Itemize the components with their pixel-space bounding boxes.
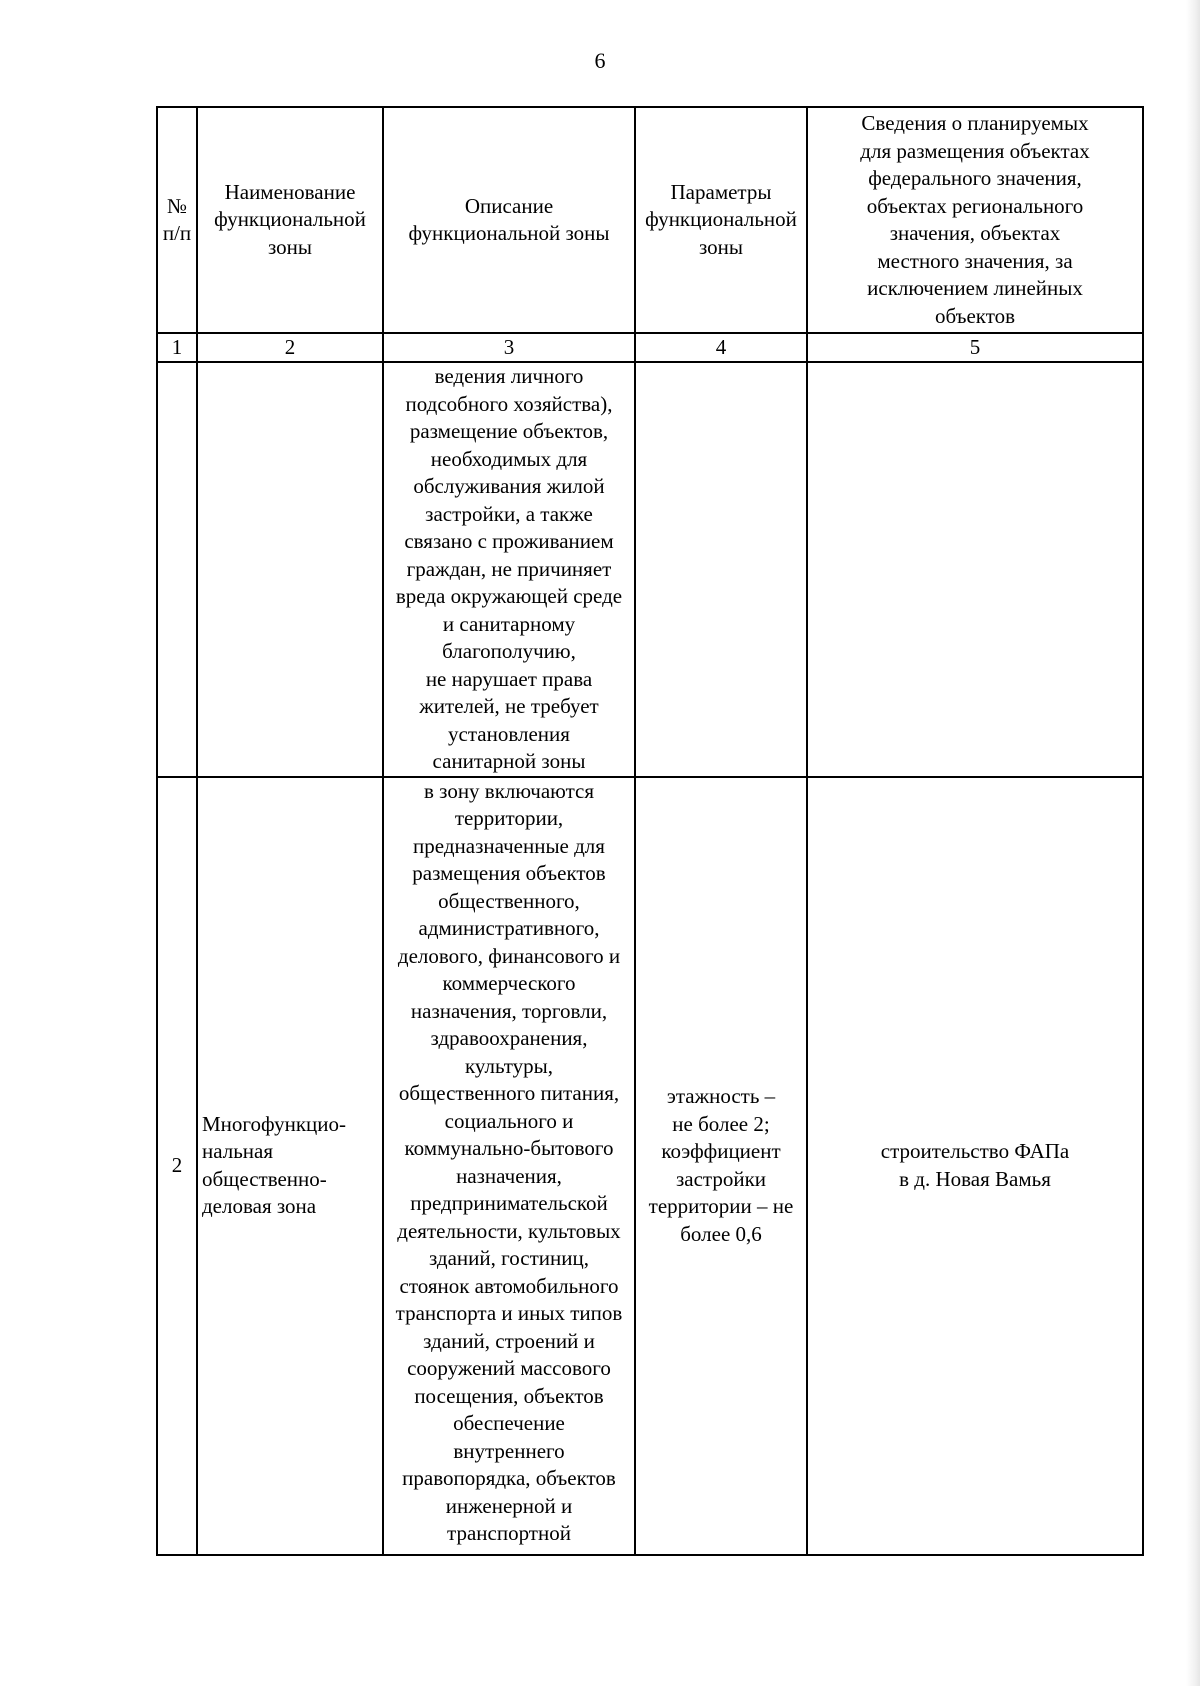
zone-description-cell [383, 777, 635, 1555]
text-line: Параметры [670, 179, 772, 204]
header-number [157, 107, 197, 333]
text-line: деловая зона [202, 1194, 317, 1218]
text-line: п/п [162, 221, 192, 245]
text-line: размещение объектов, [409, 419, 609, 443]
table-row-continuation [157, 362, 1143, 777]
text-line: функциональной [214, 207, 366, 232]
text-line: транспорта и иных типов [395, 1301, 623, 1325]
column-number: 1 [157, 333, 197, 362]
text-line: назначения, [456, 1163, 562, 1188]
text-line: правопорядка, объектов [402, 1466, 616, 1490]
text-line: № [166, 193, 188, 218]
text-line: застройки [675, 1166, 767, 1191]
text-line: жителей, не требует [419, 694, 599, 718]
column-number: 3 [383, 333, 635, 362]
text-line: строительство ФАПа [880, 1139, 1070, 1163]
text-line: подсобного хозяйства), [405, 391, 613, 416]
text-line: назначения, торговли, [410, 998, 608, 1023]
text-line: объектов [934, 303, 1016, 328]
header-zone-parameters [635, 107, 807, 333]
planned-objects-cell [807, 777, 1143, 1555]
text-line: Наименование [224, 179, 356, 204]
text-line: сооружений массового [407, 1356, 611, 1380]
planned-objects-cell [807, 362, 1143, 777]
text-line: обслуживания жилой [413, 474, 605, 498]
text-line: коммерческого [442, 971, 576, 995]
text-line: объектах регионального [866, 193, 1084, 218]
text-line: и санитарному [442, 611, 576, 636]
text-line: зоны [267, 234, 313, 259]
text-line: в зону включаются [423, 778, 595, 803]
text-line: этажность – [666, 1084, 776, 1108]
text-line: Сведения о планируемых [861, 111, 1089, 135]
text-line: зданий, гостиниц, [429, 1246, 589, 1270]
text-line: стоянок автомобильного [399, 1273, 619, 1298]
header-planned-objects [807, 107, 1143, 333]
text-line: деятельности, культовых [397, 1218, 621, 1243]
text-line: не более 2; [672, 1111, 770, 1136]
text-line: более 0,6 [680, 1221, 762, 1246]
text-line: здравоохранения, [430, 1026, 588, 1050]
zone-description-cell [383, 362, 635, 777]
text-line: культуры, [465, 1053, 553, 1078]
text-line: исключением линейных [867, 276, 1083, 300]
text-line: для размещения объектах [860, 138, 1090, 163]
text-line: предназначенные для [413, 833, 605, 858]
row-number-cell: 2 [157, 777, 197, 1555]
column-number-row [157, 333, 1143, 362]
text-line: установления [448, 721, 570, 746]
text-line: ведения личного [434, 364, 584, 388]
zone-name-cell [197, 777, 383, 1555]
text-line: делового, финансового и [397, 943, 621, 968]
row-number-cell [157, 362, 197, 777]
column-number: 5 [807, 333, 1143, 362]
header-zone-description [383, 107, 635, 333]
text-line: зданий, строений и [423, 1328, 595, 1353]
text-line: транспортной [447, 1521, 571, 1545]
scan-edge-shadow [1186, 0, 1200, 1686]
column-number: 4 [635, 333, 807, 362]
text-line: предпринимательской [410, 1191, 608, 1215]
text-line: общественного, [438, 888, 580, 913]
header-zone-name [197, 107, 383, 333]
text-line: необходимых для [430, 446, 588, 471]
table-row-2 [157, 777, 1143, 1555]
text-line: общественного питания, [398, 1081, 620, 1105]
zone-name-cell [197, 362, 383, 777]
text-line: общественно- [202, 1166, 327, 1191]
text-line: посещения, объектов [414, 1383, 604, 1408]
page-number: 6 [594, 48, 606, 73]
text-line: санитарной зоны [432, 749, 586, 773]
text-line: Описание [464, 193, 554, 218]
text-line: значения, объектах [889, 221, 1061, 245]
text-line: размещения объектов [412, 861, 606, 885]
text-line: территории – не [648, 1194, 794, 1218]
text-line: местного значения, за [877, 248, 1073, 273]
text-line: административного, [418, 916, 600, 940]
text-line: федерального значения, [868, 166, 1082, 190]
text-line: зоны [698, 234, 744, 259]
text-line: не нарушает права [425, 666, 593, 691]
text-line: нальная [202, 1139, 274, 1163]
text-line: застройки, а также [425, 501, 593, 526]
text-line: в д. Новая Вамья [899, 1166, 1051, 1191]
table-header-row [157, 107, 1143, 333]
zone-parameters-cell [635, 362, 807, 777]
text-line: функциональной зоны [408, 221, 610, 245]
functional-zones-table [156, 106, 1144, 1556]
text-line: коэффициент [661, 1139, 781, 1163]
text-line: связано с проживанием [404, 529, 614, 553]
text-line: Многофункцио- [202, 1111, 346, 1136]
text-line: инженерной и [445, 1493, 573, 1518]
text-line: социального и [444, 1108, 574, 1133]
column-number: 2 [197, 333, 383, 362]
text-line: благополучию, [442, 639, 576, 663]
text-line: внутреннего [453, 1438, 565, 1463]
text-line: вреда окружающей среде [395, 584, 623, 608]
text-line: коммунально-бытового [404, 1136, 614, 1160]
text-line: территории, [454, 806, 564, 830]
text-line: обеспечение [453, 1411, 565, 1435]
text-line: граждан, не причиняет [406, 556, 612, 581]
text-line: функциональной [645, 207, 797, 232]
zone-parameters-cell [635, 777, 807, 1555]
